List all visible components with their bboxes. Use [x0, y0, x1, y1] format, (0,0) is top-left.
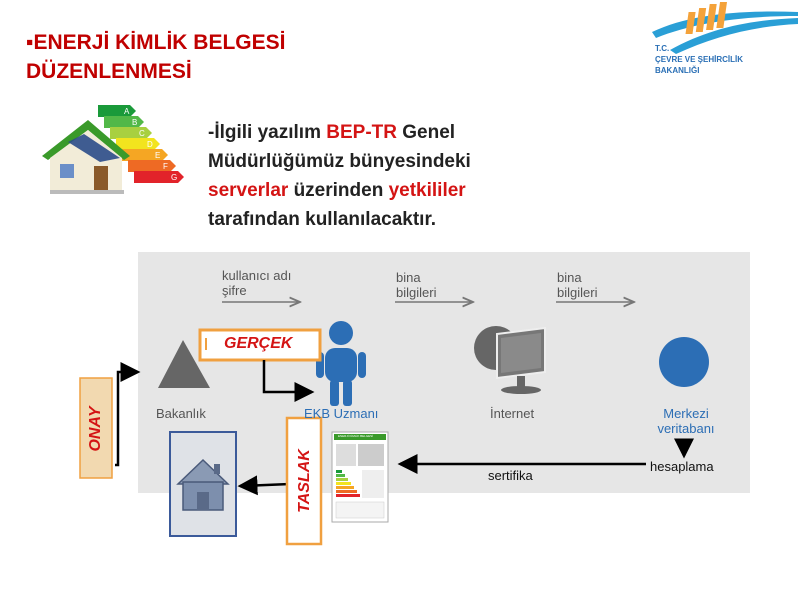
logo-line-2: ÇEVRE VE ŞEHİRCİLİK: [655, 55, 744, 64]
arrow-to-ministry: [115, 372, 138, 465]
class-c: C: [139, 129, 145, 138]
class-d: D: [147, 140, 153, 149]
title-bullet: ▪: [26, 31, 34, 54]
logo-line-1: T.C.: [655, 44, 670, 53]
node-database-line-2: veritabanı: [657, 421, 715, 436]
internet-monitor-icon: [474, 326, 545, 394]
label-building-info-2-line-2: bilgileri: [557, 285, 598, 300]
logo-line-3: BAKANLIĞI: [655, 66, 700, 75]
label-building-info-2-line-1: bina: [557, 270, 582, 285]
arrow-to-expert: [264, 360, 312, 392]
label-building-info-1: [396, 270, 436, 300]
class-f: F: [163, 162, 168, 171]
label-building-info-2: [557, 270, 597, 300]
title-line-1: ENERJİ KİMLİK BELGESİ: [33, 31, 286, 54]
central-database-icon: [659, 337, 709, 387]
certificate-document-thumbnail: [332, 432, 388, 522]
desc-software-name: BEP-TR: [326, 122, 397, 143]
calculation-label: hesaplama: [650, 459, 714, 474]
class-g: G: [171, 173, 178, 182]
class-a: A: [124, 107, 130, 116]
desc-text-2: Genel: [396, 122, 456, 143]
label-credentials-line-1: kullanıcı adı: [222, 268, 292, 283]
node-database-label: [656, 406, 716, 436]
label-building-info-1-line-1: bina: [396, 270, 421, 285]
label-credentials-line-2: şifre: [222, 283, 247, 298]
node-internet-label: İnternet: [490, 406, 535, 421]
desc-text-3: Müdürlüğümüz bünyesindeki: [208, 151, 471, 172]
label-building-info-1-line-2: bilgileri: [396, 285, 437, 300]
document-header-text: ENERJİ KİMLİK BELGESİ: [338, 434, 374, 438]
node-expert-label: EKB Uzmanı: [304, 406, 379, 421]
desc-text-1: -İlgili yazılım: [208, 122, 327, 143]
draft-label: TASLAK: [296, 449, 313, 513]
approve-label: ONAY: [87, 406, 104, 452]
desc-text-4: üzerinden: [288, 180, 389, 201]
class-b: B: [132, 118, 138, 127]
class-e: E: [155, 151, 161, 160]
desc-servers: serverlar: [208, 180, 289, 201]
title-line-2: DÜZENLENMESİ: [26, 60, 192, 83]
certificate-label: sertifika: [488, 468, 533, 483]
arrow-to-certificate: [240, 484, 290, 486]
node-database-line-1: Merkezi: [663, 406, 709, 421]
desc-authorized: yetkililer: [388, 180, 466, 201]
desc-text-5: tarafından kullanılacaktır.: [208, 209, 437, 230]
label-credentials: [222, 268, 291, 298]
expert-person-icon: [316, 321, 366, 406]
node-ministry-label: Bakanlık: [156, 406, 206, 421]
real-label: GERÇEK: [224, 335, 293, 352]
